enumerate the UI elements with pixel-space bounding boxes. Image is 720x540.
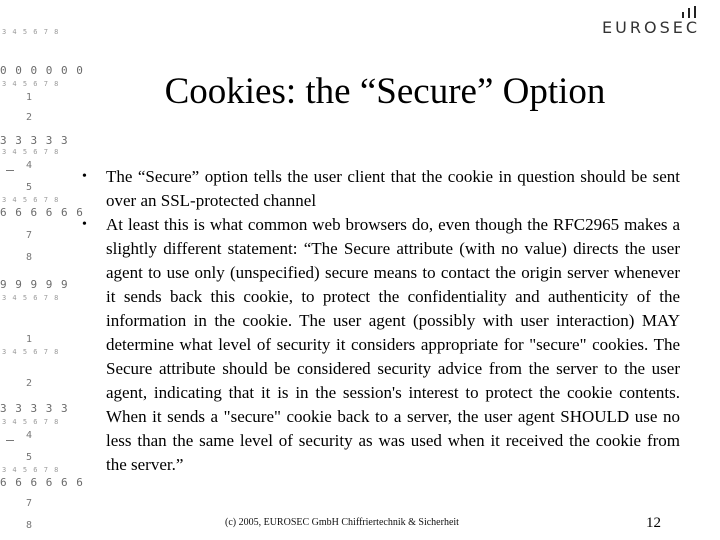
ruler-small-row: 3 4 5 6 7 8: [2, 148, 60, 156]
ruler-small-row: 3 4 5 6 7 8: [2, 294, 60, 302]
bullet-item: [80, 213, 680, 477]
ruler-big-row: 6 6 6 6 6 6: [0, 476, 84, 489]
ruler-dash: [6, 440, 14, 441]
ruler-digit: 4: [26, 160, 33, 171]
ruler-big-row: 3 3 3 3 3: [0, 134, 69, 147]
ruler-digit: 7: [26, 230, 33, 241]
ruler-big-row: 0 0 0 0 0 0: [0, 64, 84, 77]
ruler-digit: 8: [26, 252, 33, 263]
ruler-big-row: 9 9 9 9 9: [0, 278, 69, 291]
footer-copyright: (c) 2005, EUROSEC GmbH Chiffriertechnik & Sicherheit: [225, 517, 459, 528]
ruler-digit: 5: [26, 182, 33, 193]
bullet-icon: •: [82, 217, 87, 232]
logo-text: EUROSEC: [602, 18, 700, 37]
ruler-big-row: 3 3 3 3 3: [0, 402, 69, 415]
page-number: 12: [646, 515, 661, 531]
ruler-digit: 5: [26, 452, 33, 463]
bullet-item: [80, 165, 680, 213]
ruler-small-row: 3 4 5 6 7 8: [2, 196, 60, 204]
ruler-digit: 2: [26, 112, 33, 123]
bullet-icon: •: [82, 169, 87, 184]
ruler-small-row: 3 4 5 6 7 8: [2, 418, 60, 426]
ruler-small-row: 3 4 5 6 7 8: [2, 466, 60, 474]
ruler-small-row: 3 4 5 6 7 8: [2, 28, 60, 36]
ruler-small-row: 3 4 5 6 7 8: [2, 348, 60, 356]
ruler-digit: 7: [26, 498, 33, 509]
eurosec-logo: [592, 6, 702, 42]
ruler-big-row: 6 6 6 6 6 6: [0, 206, 84, 219]
ruler-digit: 1: [26, 334, 33, 345]
ruler-digit: 1: [26, 92, 33, 103]
bullet-list: [80, 165, 680, 477]
ruler-digit: 8: [26, 520, 33, 531]
logo-bars-icon: [680, 6, 700, 18]
side-ruler-strip: [0, 0, 84, 540]
slide-title: Cookies: the “Secure” Option: [164, 71, 606, 112]
ruler-small-row: 3 4 5 6 7 8: [2, 80, 60, 88]
ruler-digit: 4: [26, 430, 33, 441]
bullet-text: At least this is what common web browsers do, even though the RFC2965 makes a slightly different statement: “The Secure attribute (with no value) directs the user agent to use only (unspecified) secure means to contact the origin server whenever it sends back this cookie, to protect the confidentiality and authenticity of the information in the cookie. The user agent (possibly with user interaction) MAY determine what level of security it considers appropriate for "secure" cookies. The Secure attribute should be considered security advice from the server to the user agent, indicating that it is in the session's interest to protect the cookie contents. When it sends a "secure" cookie back to a server, the user agent SHOULD use no less than the same level of security as was used when it received the cookie from the server.”: [106, 215, 680, 474]
ruler-dash: [6, 170, 14, 171]
bullet-text: The “Secure” option tells the user client that the cookie in question should be sent over an SSL-protected channel: [106, 167, 680, 210]
ruler-digit: 2: [26, 378, 33, 389]
